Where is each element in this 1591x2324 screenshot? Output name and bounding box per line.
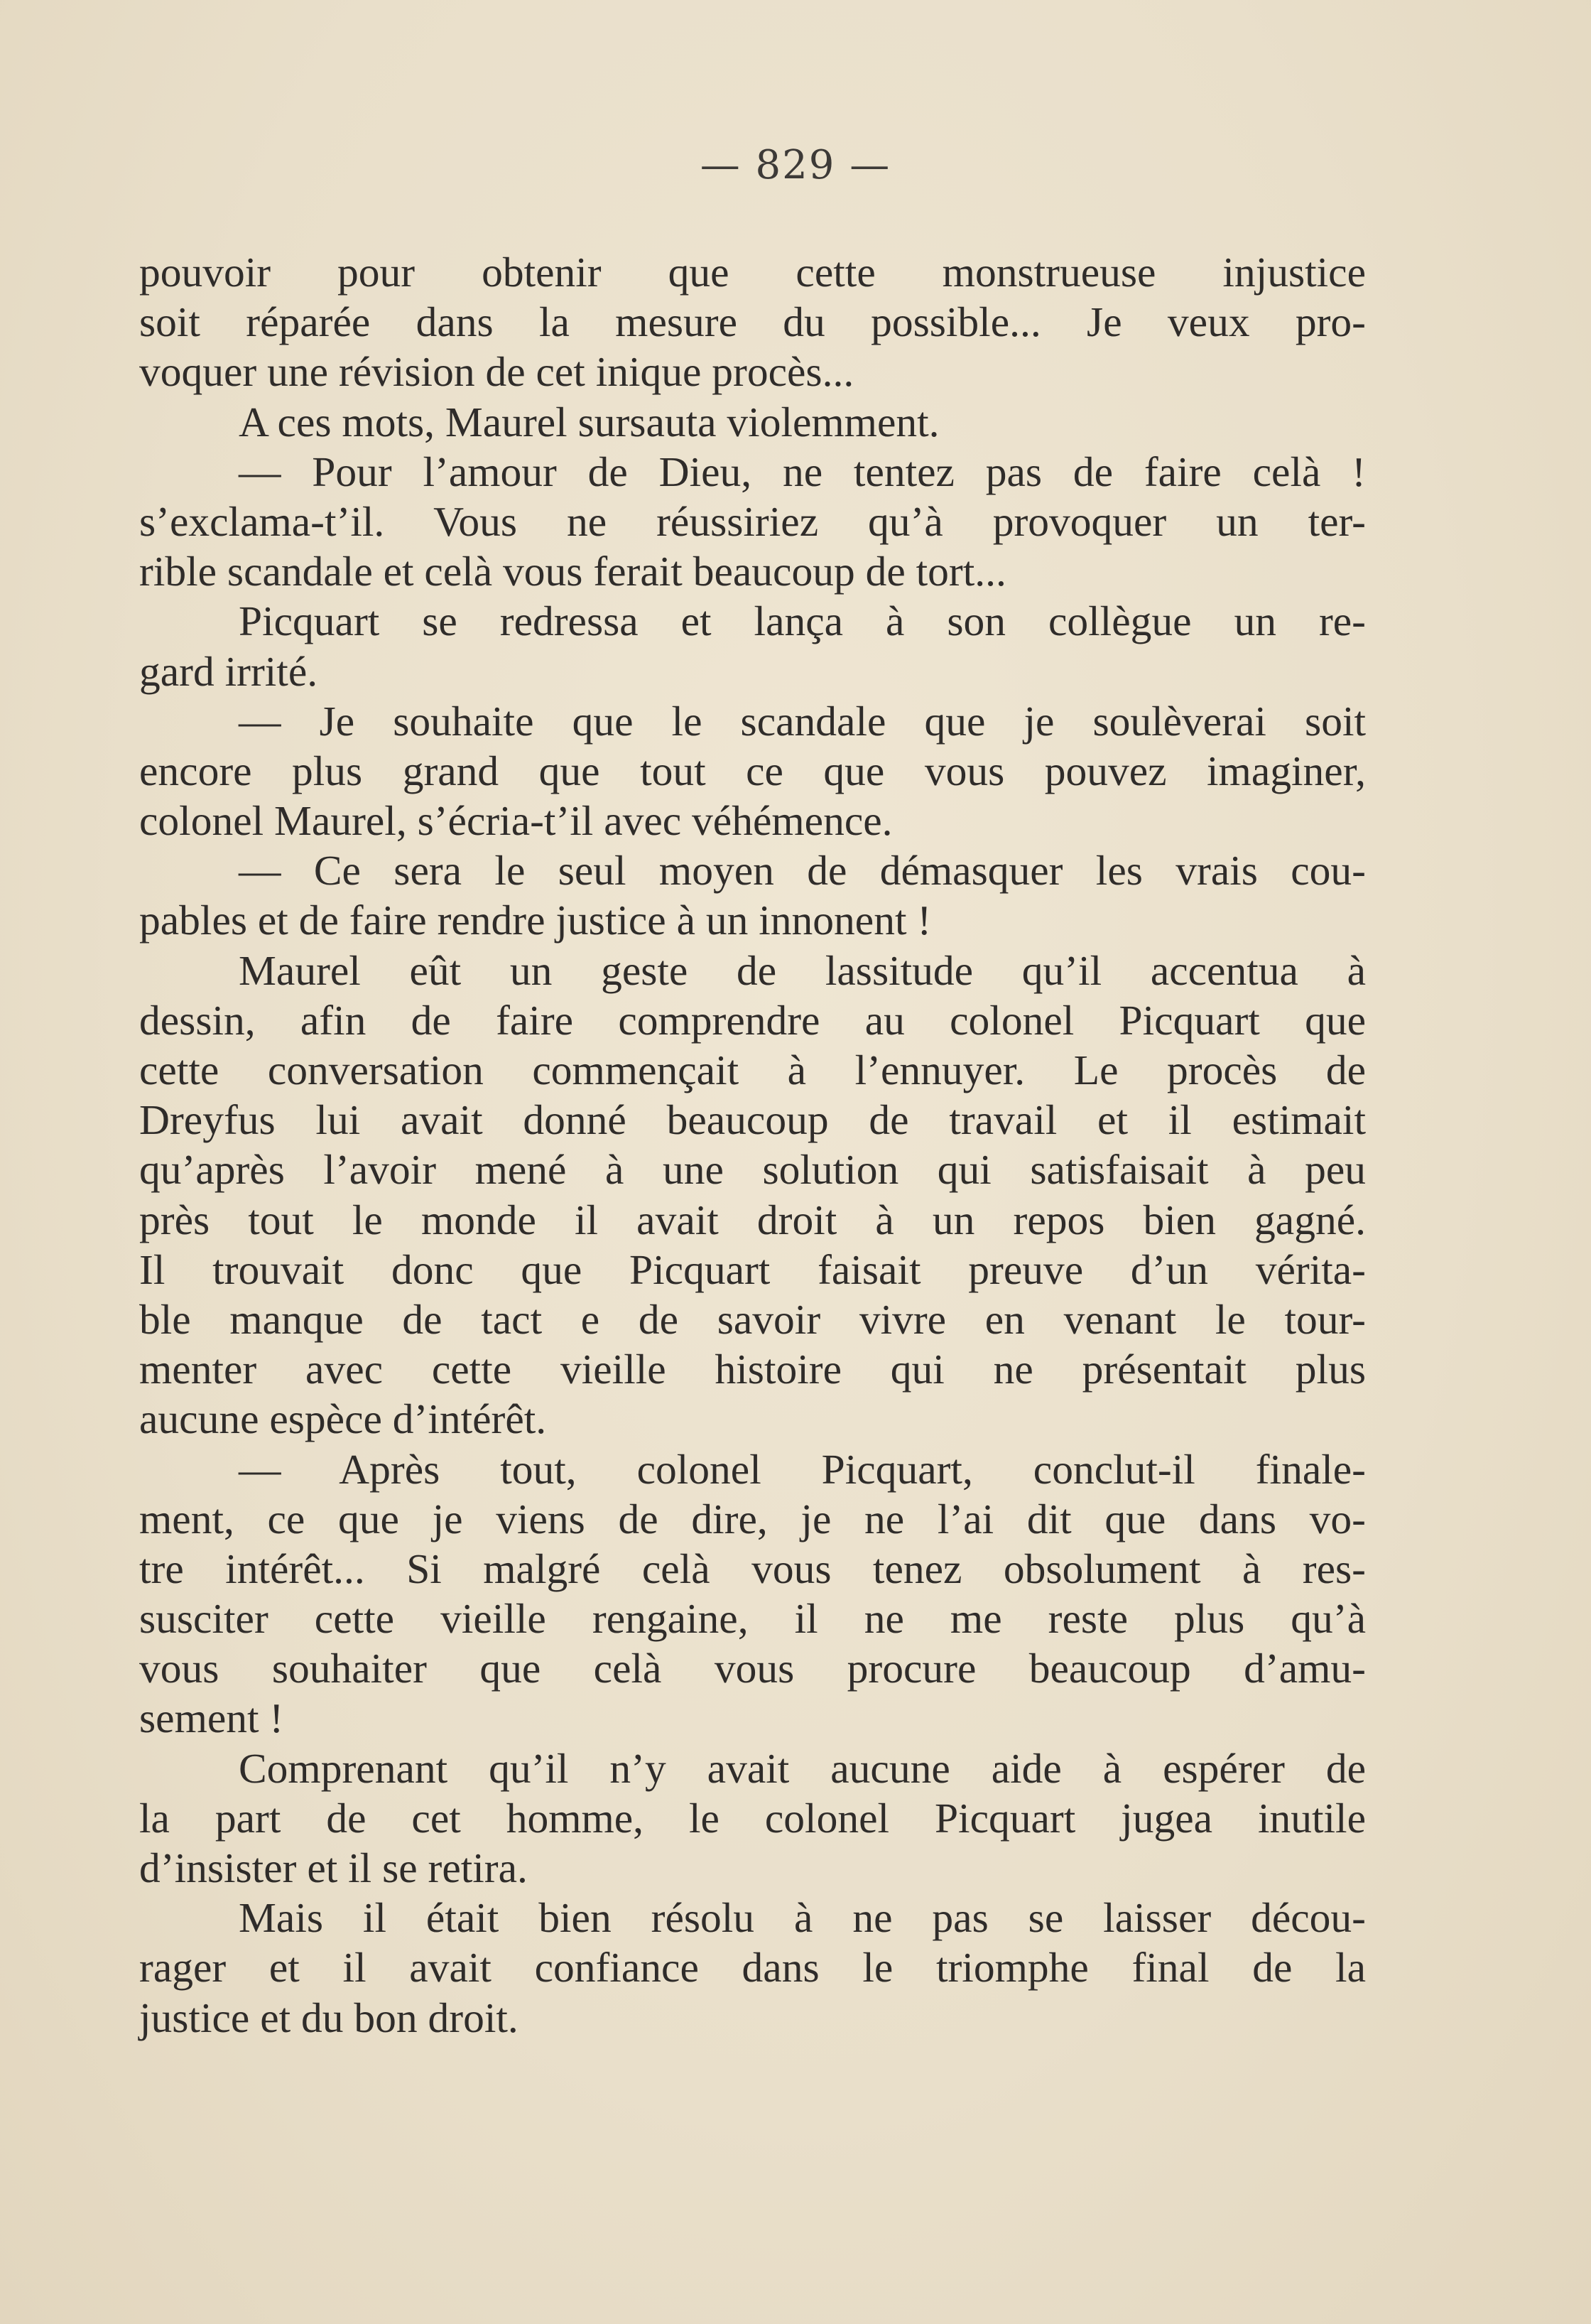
text-line: sement !	[139, 1695, 284, 1742]
text-line: dessin, afin de faire comprendre au colonel Picquart que	[139, 996, 1366, 1044]
text-line: — Je souhaite que le scandale que je soulèverai soit	[239, 697, 1366, 745]
text-line: rager et il avait confiance dans le triomphe final de la	[139, 1944, 1366, 1991]
text-line: — Pour l’amour de Dieu, ne tentez pas de faire celà !	[239, 448, 1366, 495]
text-line: rible scandale et celà vous ferait beaucoup de tort...	[139, 548, 1006, 595]
body-text	[139, 247, 1366, 2043]
text-line: colonel Maurel, s’écria-t’il avec véhémence.	[139, 797, 893, 845]
text-line: s’exclama-t’il. Vous ne réussiriez qu’à provoquer un ter-	[139, 497, 1366, 545]
text-line: Il trouvait donc que Picquart faisait preuve d’un vérita-	[139, 1245, 1366, 1293]
text-line: la part de cet homme, le colonel Picquart jugea inutile	[139, 1794, 1366, 1842]
text-line: — Ce sera le seul moyen de démasquer les vrais cou-	[239, 847, 1366, 895]
text-line: près tout le monde il avait droit à un repos bien gagné.	[139, 1196, 1366, 1243]
text-line: vous souhaiter que celà vous procure beaucoup d’amu-	[139, 1645, 1366, 1692]
text-line: Maurel eût un geste de lassitude qu’il accentua à	[239, 946, 1366, 994]
text-line: encore plus grand que tout ce que vous pouvez imaginer,	[139, 747, 1366, 794]
text-line: susciter cette vieille rengaine, il ne me reste plus qu’à	[139, 1595, 1366, 1643]
text-line: pouvoir pour obtenir que cette monstrueuse injustice	[139, 249, 1366, 296]
page-number: — 829 —	[700, 142, 891, 188]
text-line: — Après tout, colonel Picquart, conclut-il finale-	[239, 1445, 1366, 1493]
text-line: qu’après l’avoir mené à une solution qui satisfaisait à peu	[139, 1146, 1366, 1194]
text-line: Dreyfus lui avait donné beaucoup de travail et il estimait	[139, 1096, 1366, 1144]
text-line: voquer une révision de cet inique procès...	[139, 348, 854, 396]
text-line: justice et du bon droit.	[139, 1994, 518, 2041]
text-line: Mais il était bien résolu à ne pas se laisser décou-	[239, 1894, 1366, 1942]
text-line: ment, ce que je viens de dire, je ne l’ai dit que dans vo-	[139, 1495, 1366, 1542]
text-line: pables et de faire rendre justice à un innonent !	[139, 897, 932, 944]
text-line: Comprenant qu’il n’y avait aucune aide à espérer de	[239, 1744, 1366, 1792]
text-line: ble manque de tact e de savoir vivre en venant le tour-	[139, 1295, 1366, 1343]
text-line: soit réparée dans la mesure du possible... Je veux pro-	[139, 298, 1366, 346]
text-line: gard irrité.	[139, 647, 318, 695]
text-line: d’insister et il se retira.	[139, 1844, 528, 1891]
text-line: Picquart se redressa et lança à son collègue un re-	[239, 598, 1366, 645]
text-line: aucune espèce d’intérêt.	[139, 1395, 547, 1443]
text-line: cette conversation commençait à l’ennuyer. Le procès de	[139, 1047, 1366, 1093]
text-line: tre intérêt... Si malgré celà vous tenez obsolument à res-	[139, 1545, 1366, 1592]
text-line: A ces mots, Maurel sursauta violemment.	[239, 398, 940, 445]
text-line: menter avec cette vieille histoire qui ne présentait plus	[139, 1346, 1366, 1393]
